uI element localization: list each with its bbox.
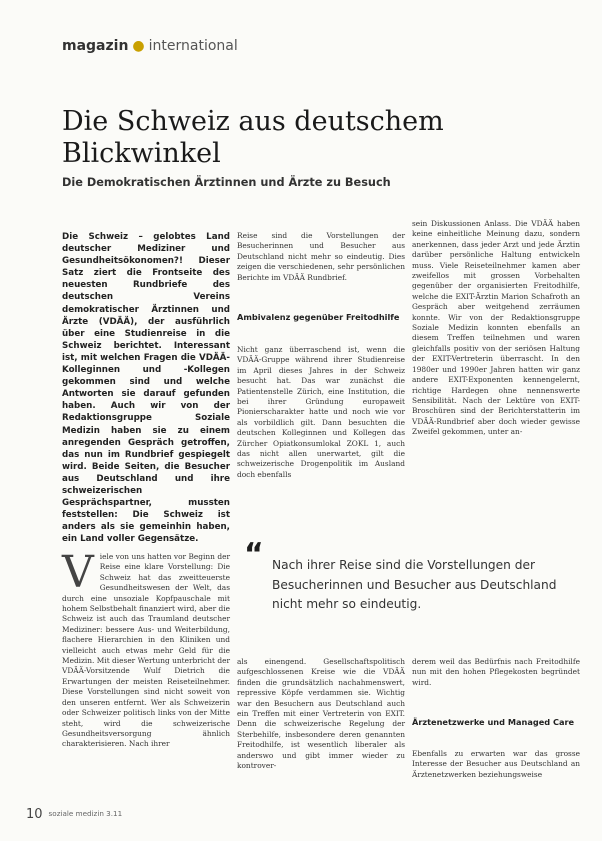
article-subtitle: Die Demokratischen Ärztinnen und Ärzte zu Besuch bbox=[62, 176, 391, 189]
section-kicker bbox=[62, 38, 238, 54]
column2-intro: Reise sind die Vorstellungen der Besucherinnen und Besucher aus Deutschland nicht mehr so eindeutig. Dies zeigen die verschiedenen, sehr persönlichen Berichte im VDÄÄ Rundbrief. bbox=[237, 231, 405, 282]
column5-body: Ebenfalls zu erwarten war das grosse Interesse der Besucher aus Deutschland an Ärztenetzwerken beziehungsweise bbox=[412, 749, 580, 779]
column5-intro: derem weil das Bedürfnis nach Freitodhilfe nun mit den hohen Pflegekosten begründet wird. bbox=[412, 657, 580, 687]
column3-body: sein Diskussionen Anlass. Die VDÄÄ haben keine einheitliche Meinung dazu, sondern anerkennen, dass jeder Arzt und jede Ärztin darüber persönliche Haltung entwickeln muss. Viele Reiseteilnehmer kamen aber zweifellos mit grossen Vorbehalten gegenüber der organisierten Freitodhilfe, welche die EXIT-Ärztin Marion Schafroth an Gespräch aber weitgehend zerräumen konnte. Wir von der Redaktionsgruppe Soziale Medizin konnten ebenfalls an diesem Treffen teilnehmen und waren gleichfalls positiv von der seriösen Haltung der EXIT-Vertreterin überrascht. In den 1980er und 1990er Jahren hatten wir ganz andere EXIT-Exponenten kennengelernt, richtige Hardegen ohne nennenswerte Sensibilität. Nach der Lektüre von EXIT-Broschüren sind der Berichterstatterin im VDÄÄ-Rundbrief aber doch wieder gewisse Zweifel gekommen, unter an- bbox=[412, 219, 580, 437]
body-column-2: als einengend. Gesellschaftspolitisch aufgeschlossenen Kreise wie die VDÄÄ finden die grundsätzlich nachahmenswert, repressive Köpfe verdammen sie. Wichtig war den Besuchern aus Deutschland auch ein Treffen mit einer Vertreterin von EXIT. Denn die schweizerische Regelung der Sterbehilfe, insbesondere deren genannten Freitodhilfe, ist wesentlich liberaler als anderswo und gibt immer wieder zu kontrover- bbox=[237, 657, 405, 771]
article-lead: Die Schweiz – gelobtes Land deutscher Mediziner und Gesundheitsökonomen?! Dieser Satz ziert die Frontseite des neuesten Rundbriefe des deutschen Vereins demokratischer Ärztinnen und Ärzte (VDÄÄ), der ausführlich über eine Studienreise in die Schweiz berichtet. Interessant ist, mit welchen Fragen die VDÄÄ-Kolleginnen und -Kollegen gekommen sind und welche Antworten sie darauf gefunden haben. Auch wir von der Redaktionsgruppe Soziale Medizin haben sie zu einem anregenden Gespräch getroffen, das nun im Rundbrief gespiegelt wird. Beide Seiten, die Besucher aus Deutschland und ihre schweizerischen Gesprächspartner, mussten feststellen: Die Schweiz ist anders als sie gemeinhin haben, ein Land voller Gegensätze. bbox=[62, 232, 230, 545]
quote-mark-icon: “ bbox=[244, 537, 264, 572]
subsection-label: international bbox=[148, 38, 238, 54]
pull-quote: Nach ihrer Reise sind die Vorstellungen der Besucherinnen und Besucher aus Deutschland nicht mehr so eindeutig. bbox=[272, 558, 557, 612]
column2-heading: Ambivalenz gegenüber Freitodhilfe bbox=[237, 312, 400, 322]
body-column-1-text: iele von uns hatten vor Beginn der Reise eine klare Vorstellung: Die Schweiz hat das zweitteuerste Gesundheitswesen der Welt, das durch eine unsoziale Kopfpauschale mit hohem Selbstbehalt finanziert wird, aber die Schweiz ist auch das Traumland deutscher Mediziner: bessere Aus- und Weiterbildung, flachere Hierarchien in den Kliniken und vielleicht auch etwas mehr Geld für die Medizin. Mit dieser Wertung unterbricht der VDÄÄ-Vorsitzende Wulf Dietrich die Erwartungen der meisten Reiseteilnehmer. Diese Vorstellungen sind nicht soweit von den unseren entfernt. Wer als Schweizerin oder Schweizer politisch links von der Mitte steht, wird die schweizerische Gesundheitsversorgung ähnlich charakterisieren. Nach ihrer bbox=[62, 552, 230, 749]
article-title: Die Schweiz aus deutschem Blickwinkel bbox=[62, 106, 444, 169]
section-label: magazin bbox=[62, 38, 129, 54]
column2-body: Nicht ganz überraschend ist, wenn die VDÄÄ-Gruppe während ihrer Studienreise im April dieses Jahres in der Schweiz besucht hat. Das war zunächst die Patientenstelle Zürich, eine Institution, die bei ihrer Gründung europaweit Pionierscharakter hatte und noch wie vor als vorbildlich gilt. Dann besuchten die deutschen Kolleginnen und Kollegen das Zürcher Opiatkonsumlokal ZOKL 1, auch das nicht allen unerwartet, gilt die schweizerische Drogenpolitik im Ausland doch ebenfalls bbox=[237, 345, 405, 479]
column5-heading: Ärztenetzwerke und Managed Care bbox=[412, 717, 575, 727]
publication-name: soziale medizin 3.11 bbox=[48, 809, 123, 818]
drop-cap: V bbox=[62, 547, 94, 598]
page-number: 10 bbox=[26, 807, 43, 822]
bullet-icon: ● bbox=[132, 38, 145, 54]
page-footer bbox=[26, 807, 122, 822]
body-column-1 bbox=[62, 547, 230, 750]
